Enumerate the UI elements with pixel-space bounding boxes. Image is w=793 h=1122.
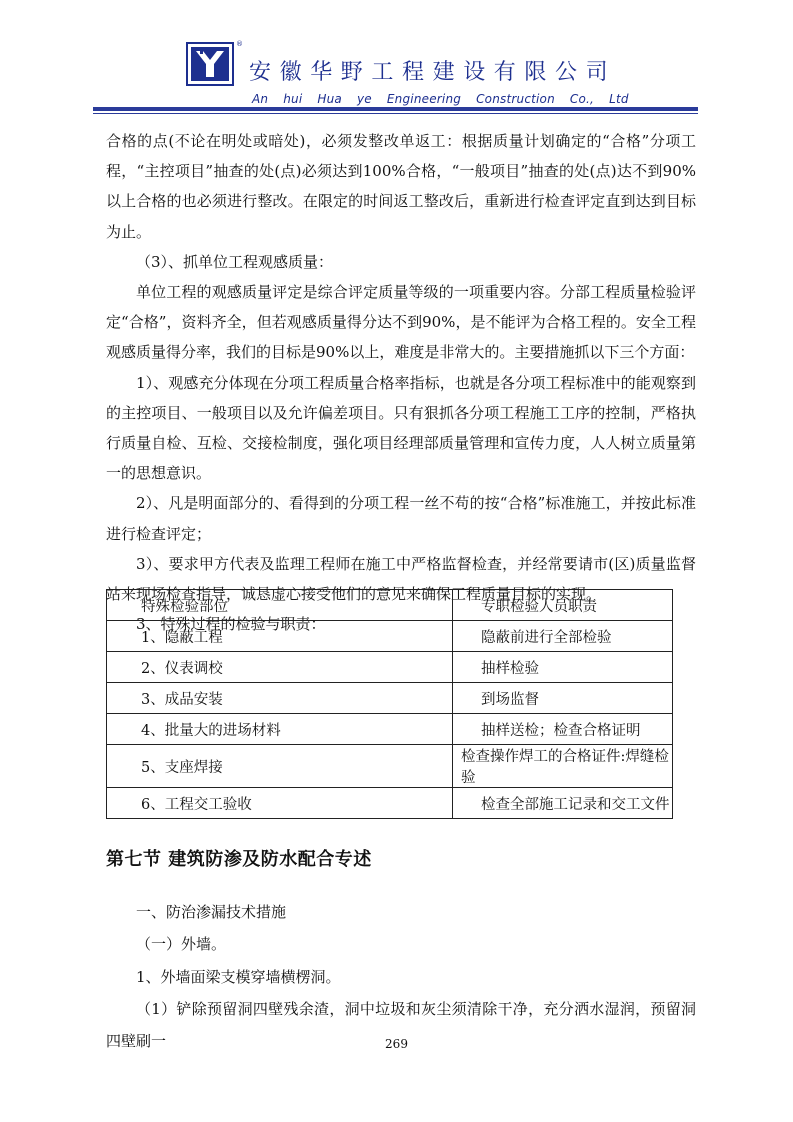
page-number: 269 (385, 1037, 408, 1051)
table-row (107, 788, 673, 819)
company-logo-icon (186, 42, 234, 86)
table-header-cell: 专职检验人员职责 (453, 590, 673, 621)
table-cell: 4、批量大的进场材料 (107, 714, 453, 745)
table-cell: 5、支座焊接 (107, 745, 453, 788)
section-content (106, 896, 696, 1057)
table-cell: 6、工程交工验收 (107, 788, 453, 819)
table-cell: 抽样检验 (453, 652, 673, 683)
table-row (107, 714, 673, 745)
table-row (107, 683, 673, 714)
table-row (107, 745, 673, 788)
table-cell: 检查操作焊工的合格证件:焊缝检验 (453, 745, 673, 788)
paragraph-continuation: 合格的点(不论在明处或暗处)，必须发整改单返工：根据质量计划确定的“合格”分项工程，“主控项目”抽查的处(点)必须达到100%合格，“一般项目”抽查的处(点)达不到90%以上合格的也必须进行整改。在限定的时间返工整改后，重新进行检查评定直到达到目标为止。 (106, 132, 696, 241)
header-rule-thin (93, 113, 698, 114)
header-rule-thick (93, 107, 698, 111)
table-header-cell: 特殊检验部位 (107, 590, 453, 621)
section-heading-1: 一、防治渗漏技术措施 (136, 903, 287, 921)
section-heading-2: （一）外墙。 (136, 935, 227, 954)
paragraph-special-process: 3、特殊过程的检验与职责： (136, 615, 326, 634)
table-cell: 2、仪表调校 (107, 652, 453, 683)
main-content (106, 126, 696, 639)
table-cell: 检查全部施工记录和交工文件 (453, 788, 673, 819)
paragraph-observation-quality: 单位工程的观感质量评定是综合评定质量等级的一项重要内容。分部工程质量检验评定“合格”，资料齐全，但若观感质量得分达不到90%，是不能评为合格工程的。安全工程观感质量得分率，我们的目标是90%以上，难度是非常大的。主要措施抓以下三个方面： (106, 283, 696, 362)
paragraph-subheading: （3）、抓单位工程观感质量： (136, 252, 334, 271)
page-header (0, 0, 793, 120)
paragraph-item-3: 3）、要求甲方代表及监理工程师在施工中严格监督检查，并经常要请市(区)质量监督站来现场检查指导，诚恳虚心接受他们的意见来确保工程质量目标的实现。 (106, 554, 696, 604)
table-cell: 3、成品安装 (107, 683, 453, 714)
section-title: 第七节 建筑防渗及防水配合专述 (106, 849, 372, 870)
company-name-en: An hui Hua ye Engineering Construction Co., Ltd (252, 92, 629, 106)
table-header-row (107, 590, 673, 621)
table-cell: 抽样送检；检查合格证明 (453, 714, 673, 745)
table-cell: 隐蔽前进行全部检验 (453, 621, 673, 652)
table-row (107, 621, 673, 652)
table-row (107, 652, 673, 683)
registered-mark: ® (236, 40, 243, 48)
paragraph-item-1: 1）、观感充分体现在分项工程质量合格率指标，也就是各分项工程标准中的能观察到的主控项目、一般项目以及允许偏差项目。只有狠抓各分项工程施工工序的控制，严格执行质量自检、互检、交接检制度，强化项目经理部质量管理和宣传力度，人人树立质量第一的思想意识。 (106, 373, 696, 483)
section-heading-3: 1、外墙面梁支模穿墙横楞洞。 (136, 967, 341, 986)
company-name-cn: 安徽华野工程建设有限公司 (249, 60, 617, 85)
inspection-table (106, 589, 673, 819)
table-cell: 1、隐蔽工程 (107, 621, 453, 652)
section-paragraph: （1）铲除预留洞四壁残余渣，洞中垃圾和灰尘须清除干净，充分洒水湿润，预留洞四壁刷一 (106, 999, 696, 1051)
paragraph-item-2: 2）、凡是明面部分的、看得到的分项工程一丝不苟的按“合格”标准施工，并按此标准进行检查评定； (106, 494, 696, 543)
table-cell: 到场监督 (453, 683, 673, 714)
